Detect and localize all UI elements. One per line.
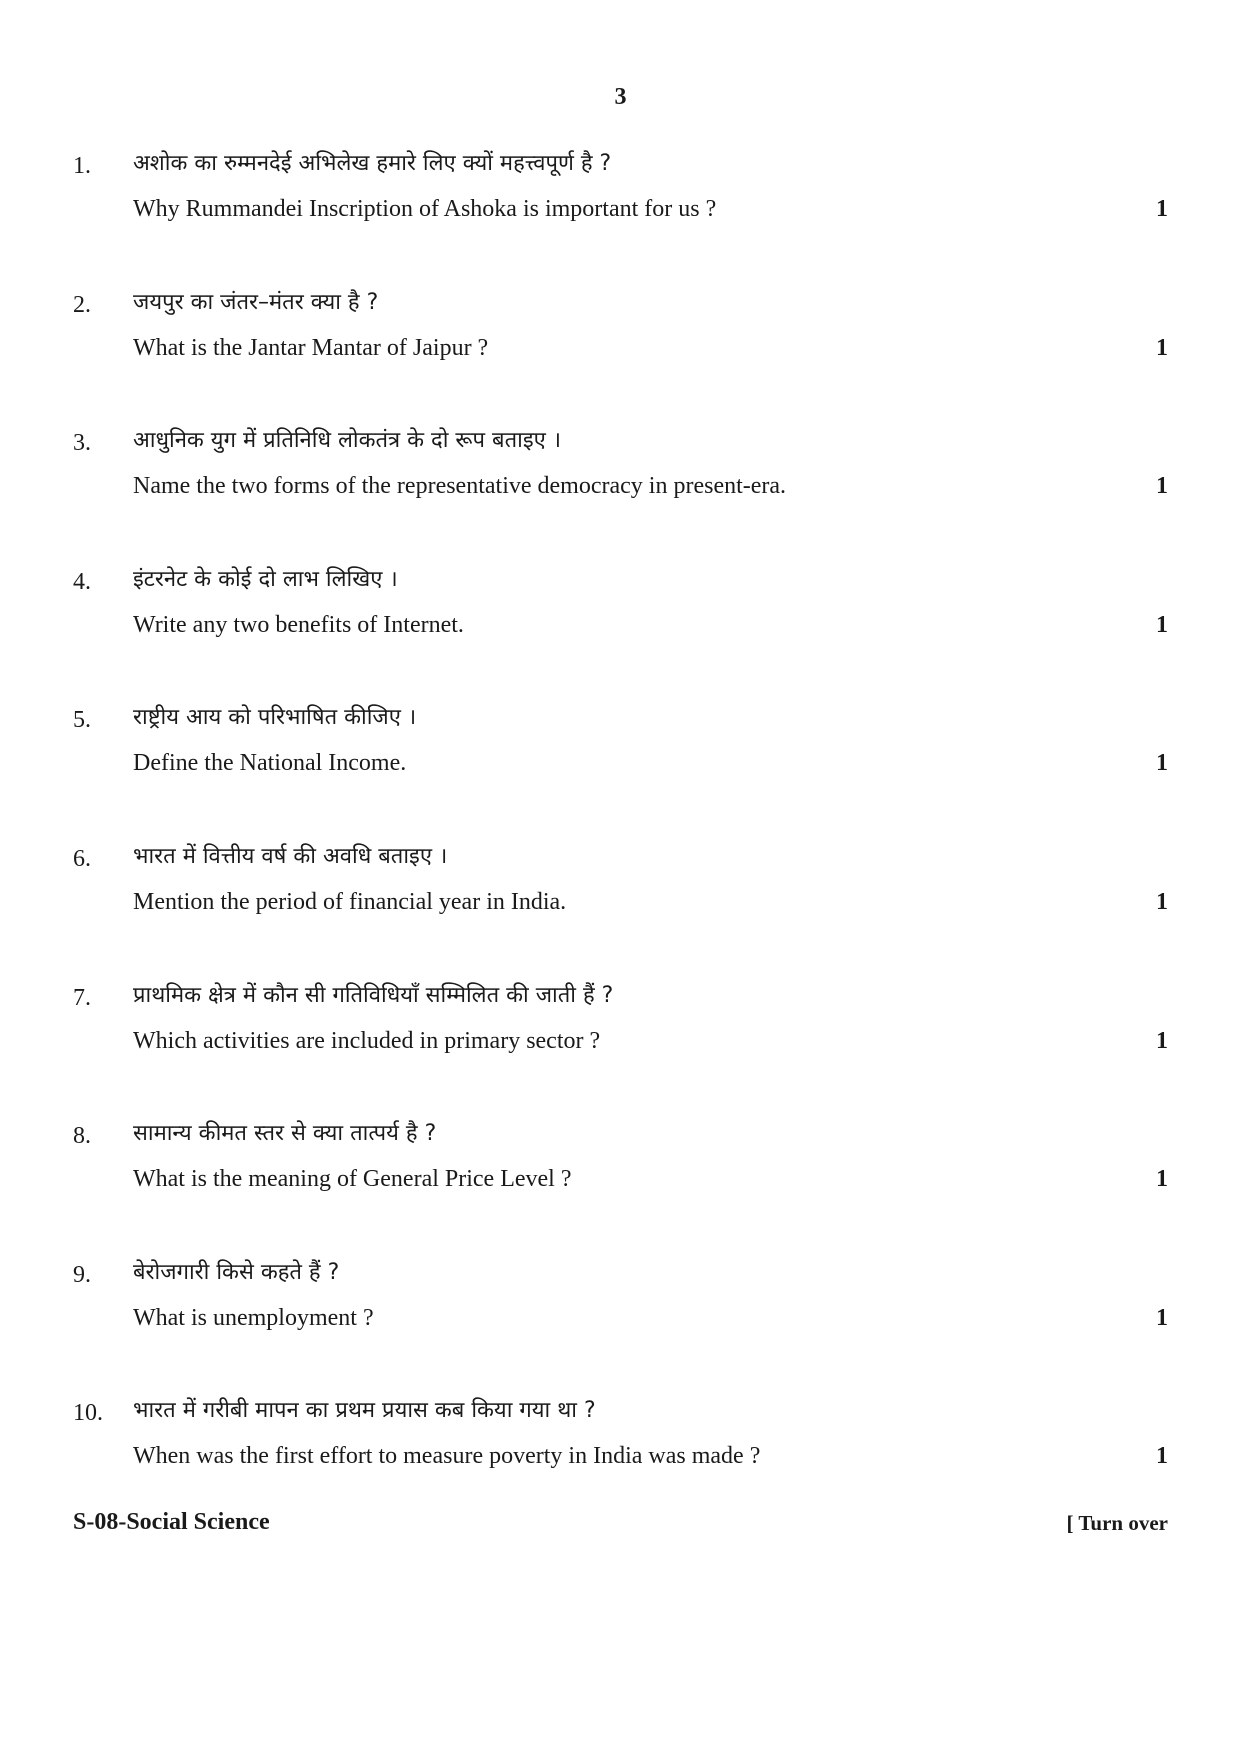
- question-text-hindi: प्राथमिक क्षेत्र में कौन सी गतिविधियाँ सम्मिलित की जाती हैं ?: [133, 982, 614, 1008]
- question-marks: 1: [1156, 1443, 1168, 1470]
- question-text-hindi: भारत में गरीबी मापन का प्रथम प्रयास कब किया गया था ?: [133, 1398, 596, 1424]
- question-marks: 1: [1156, 1166, 1168, 1193]
- question-number: 1.: [73, 153, 91, 179]
- question-marks: 1: [1156, 1027, 1168, 1054]
- question-item: [0, 1115, 1241, 1254]
- question-text-english: What is unemployment ?: [133, 1304, 374, 1331]
- question-text-hindi: जयपुर का जंतर–मंतर क्या है ?: [133, 289, 379, 315]
- question-number: 3.: [73, 430, 91, 457]
- question-text-hindi: सामान्य कीमत स्तर से क्या तात्पर्य है ?: [133, 1121, 437, 1147]
- question-marks: 1: [1156, 334, 1168, 361]
- question-number: 5.: [73, 707, 91, 734]
- question-item: [0, 561, 1241, 700]
- question-item: [0, 977, 1241, 1116]
- question-item: [0, 145, 1241, 284]
- question-number: 10.: [73, 1400, 103, 1427]
- question-item: [0, 284, 1241, 423]
- question-marks: 1: [1156, 888, 1168, 915]
- question-marks: 1: [1156, 196, 1168, 222]
- question-number: 9.: [73, 1261, 91, 1288]
- question-marks: 1: [1156, 473, 1168, 500]
- question-number: 2.: [73, 291, 91, 318]
- question-text-english: When was the first effort to measure poverty in India was made ?: [133, 1443, 761, 1470]
- question-text-hindi: आधुनिक युग में प्रतिनिधि लोकतंत्र के दो रूप बताइए ।: [133, 428, 562, 454]
- question-text-english: Define the National Income.: [133, 750, 407, 777]
- question-item: [0, 699, 1241, 838]
- question-marks: 1: [1156, 750, 1168, 777]
- question-text-english: Why Rummandei Inscription of Ashoka is important for us ?: [133, 196, 717, 222]
- question-number: 7.: [73, 984, 91, 1011]
- question-text-hindi: भारत में वित्तीय वर्ष की अवधि बताइए ।: [133, 843, 448, 869]
- question-item: [0, 422, 1241, 561]
- question-number: 6.: [73, 845, 91, 872]
- page-number: 3: [614, 84, 627, 110]
- question-text-english: What is the Jantar Mantar of Jaipur ?: [133, 334, 489, 361]
- question-text-hindi: इंटरनेट के कोई दो लाभ लिखिए ।: [133, 566, 398, 592]
- question-number: 8.: [73, 1123, 91, 1150]
- question-text-english: What is the meaning of General Price Level ?: [133, 1166, 572, 1193]
- question-text-hindi: राष्ट्रीय आय को परिभाषित कीजिए ।: [133, 705, 417, 731]
- question-text-hindi: अशोक का रुम्मनदेई अभिलेख हमारे लिए क्यों महत्त्वपूर्ण है ?: [133, 151, 612, 176]
- question-list: [0, 145, 1241, 1531]
- turn-over-label: [ Turn over: [1066, 1511, 1168, 1535]
- question-text-english: Name the two forms of the representative democracy in present-era.: [133, 473, 787, 500]
- question-text-english: Mention the period of financial year in India.: [133, 888, 567, 915]
- question-marks: 1: [1156, 611, 1168, 638]
- question-number: 4.: [73, 568, 91, 595]
- question-item: [0, 1254, 1241, 1393]
- question-text-english: Write any two benefits of Internet.: [133, 611, 464, 638]
- question-item: [0, 838, 1241, 977]
- question-text-english: Which activities are included in primary sector ?: [133, 1027, 601, 1054]
- question-marks: 1: [1156, 1304, 1168, 1331]
- paper-code: S-08-Social Science: [73, 1509, 270, 1535]
- question-text-hindi: बेरोजगारी किसे कहते हैं ?: [133, 1259, 340, 1285]
